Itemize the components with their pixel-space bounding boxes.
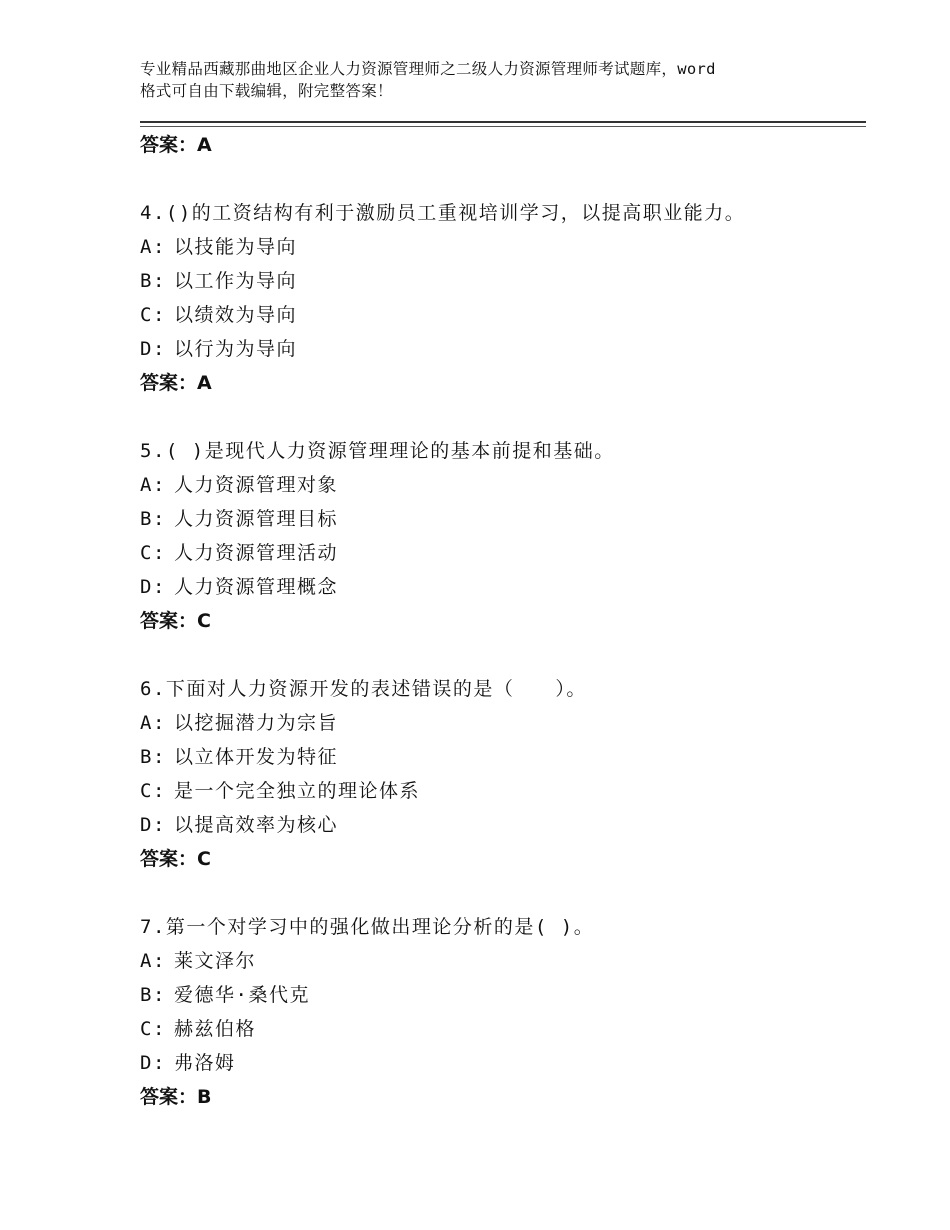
question-stem: 5.( )是现代人力资源管理理论的基本前提和基础。: [140, 440, 615, 462]
option-text: 以技能为导向: [174, 236, 298, 258]
option-letter: A:: [140, 950, 166, 972]
option-text: 是一个完全独立的理论体系: [174, 780, 421, 802]
answer: 答案：C: [140, 610, 211, 632]
answer: 答案：A: [140, 372, 212, 394]
question-stem: 7.第一个对学习中的强化做出理论分析的是( )。: [140, 916, 595, 938]
header-line-1: 专业精品西藏那曲地区企业人力资源管理师之二级人力资源管理师考试题库，word: [140, 60, 716, 78]
option-letter: A:: [140, 712, 166, 734]
option-text: 以挖掘潜力为宗旨: [174, 712, 339, 734]
option-letter: A:: [140, 236, 166, 258]
option-letter: B:: [140, 270, 166, 292]
answer-q3: 答案：A: [140, 134, 212, 156]
option-letter: B:: [140, 746, 166, 768]
page-header: [140, 58, 840, 102]
option-text: 爱德华·桑代克: [174, 984, 310, 1006]
option-a: [140, 468, 866, 502]
option-letter: C:: [140, 780, 166, 802]
option-letter: A:: [140, 474, 166, 496]
question-stem: 6.下面对人力资源开发的表述错误的是（ ）。: [140, 678, 587, 700]
option-a: [140, 706, 866, 740]
answer: 答案：B: [140, 1086, 212, 1108]
question-list: [140, 128, 866, 1148]
option-c: [140, 536, 866, 570]
option-letter: C:: [140, 542, 166, 564]
header-divider-thin: [140, 126, 866, 127]
question-4: [140, 196, 866, 400]
option-text: 人力资源管理概念: [174, 576, 339, 598]
option-text: 以绩效为导向: [174, 304, 298, 326]
header-divider-thick: [140, 121, 866, 123]
option-text: 弗洛姆: [174, 1052, 236, 1074]
option-d: [140, 808, 866, 842]
option-text: 赫兹伯格: [174, 1018, 257, 1040]
option-d: [140, 570, 866, 604]
question-7: [140, 910, 866, 1114]
option-letter: B:: [140, 508, 166, 530]
option-letter: D:: [140, 814, 166, 836]
option-letter: C:: [140, 1018, 166, 1040]
answer: 答案：C: [140, 848, 211, 870]
question-stem: 4.()的工资结构有利于激励员工重视培训学习，以提高职业能力。: [140, 202, 746, 224]
option-text: 以工作为导向: [174, 270, 298, 292]
option-text: 人力资源管理对象: [174, 474, 339, 496]
option-a: [140, 230, 866, 264]
option-text: 人力资源管理活动: [174, 542, 339, 564]
option-d: [140, 332, 866, 366]
question-6: [140, 672, 866, 876]
option-text: 人力资源管理目标: [174, 508, 339, 530]
option-a: [140, 944, 866, 978]
option-letter: C:: [140, 304, 166, 326]
option-letter: D:: [140, 338, 166, 360]
option-text: 以行为为导向: [174, 338, 298, 360]
option-text: 莱文泽尔: [174, 950, 257, 972]
option-b: [140, 502, 866, 536]
option-b: [140, 740, 866, 774]
option-b: [140, 264, 866, 298]
option-c: [140, 1012, 866, 1046]
option-letter: B:: [140, 984, 166, 1006]
option-b: [140, 978, 866, 1012]
option-c: [140, 774, 866, 808]
question-5: [140, 434, 866, 638]
option-text: 以立体开发为特征: [174, 746, 339, 768]
option-c: [140, 298, 866, 332]
option-letter: D:: [140, 1052, 166, 1074]
option-text: 以提高效率为核心: [174, 814, 339, 836]
option-letter: D:: [140, 576, 166, 598]
option-d: [140, 1046, 866, 1080]
header-line-2: 格式可自由下载编辑，附完整答案！: [140, 82, 393, 100]
